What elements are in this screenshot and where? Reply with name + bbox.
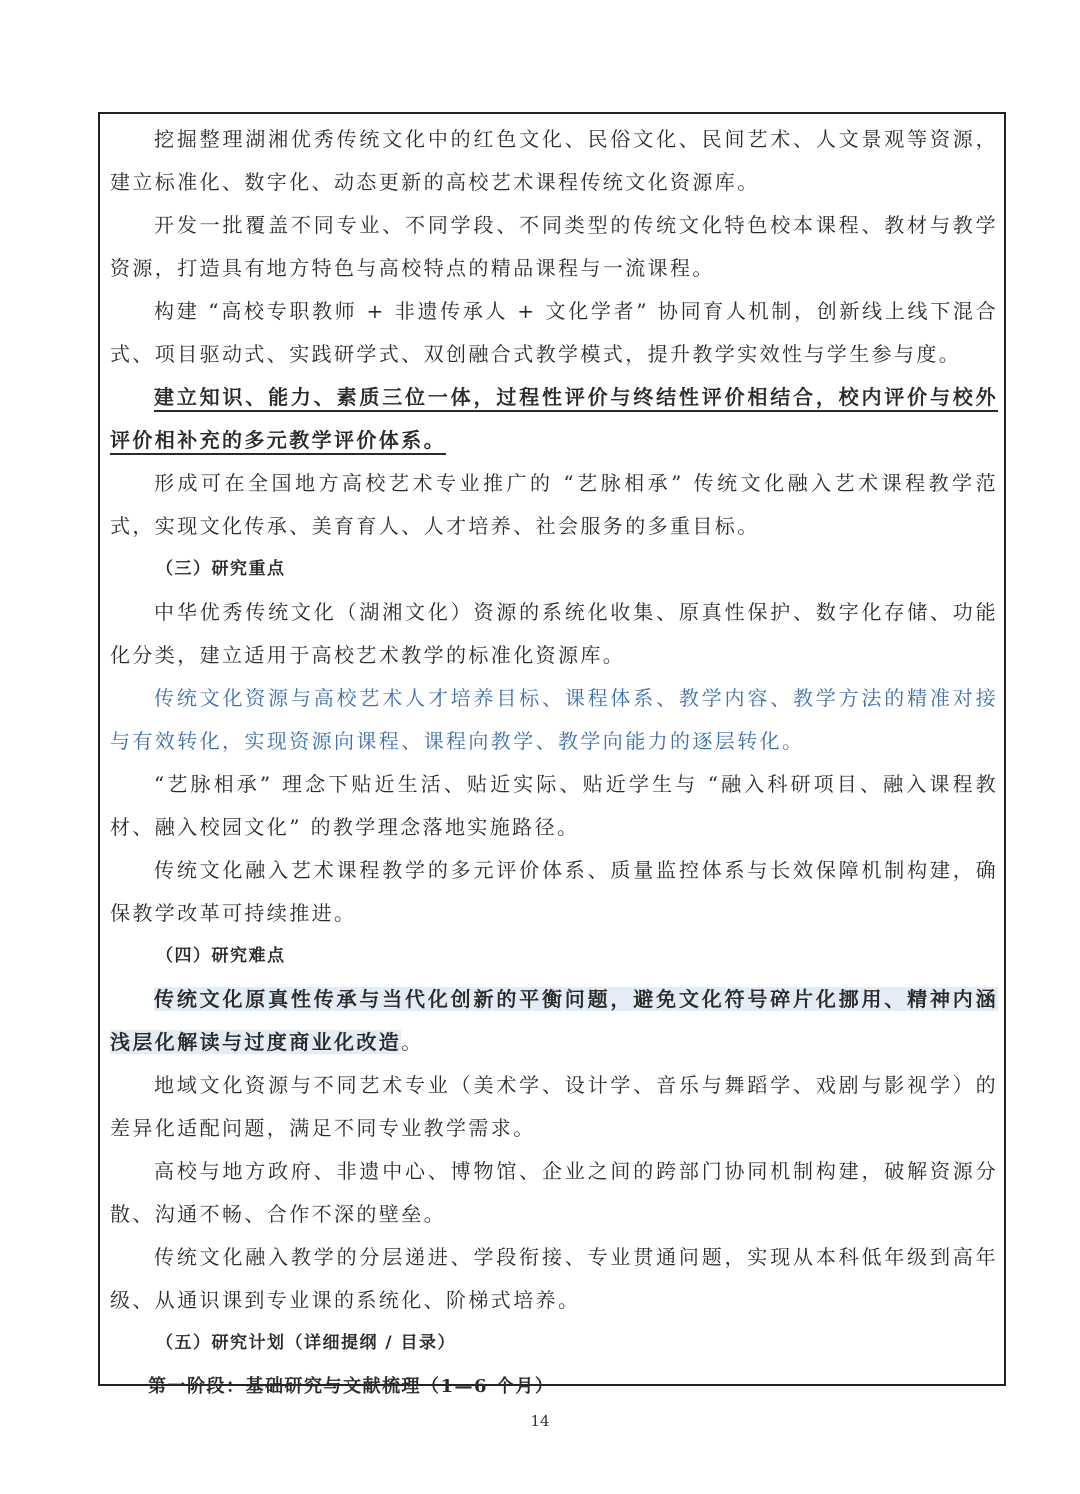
paragraph-resource-library: 挖掘整理湖湘优秀传统文化中的红色文化、民俗文化、民间艺术、人文景观等资源，建立标准化、数字化、动态更新的高校艺术课程传统文化资源库。	[110, 127, 998, 194]
document-body	[110, 118, 998, 1408]
paragraph-teaching-paradigm: 形成可在全国地方高校艺术专业推广的 “艺脉相承” 传统文化融入艺术课程教学范式，实现文化传承、美育育人、人才培养、社会服务的多重目标。	[110, 471, 998, 538]
paragraph-difficulty-adaptation: 地域文化资源与不同艺术专业（美术学、设计学、音乐与舞蹈学、戏剧与影视学）的差异化适配问题，满足不同专业教学需求。	[110, 1073, 998, 1140]
paragraph-course-development: 开发一批覆盖不同专业、不同学段、不同类型的传统文化特色校本课程、教材与教学资源，打造具有地方特色与高校特点的精品课程与一流课程。	[110, 213, 998, 280]
paragraph-focus-transformation: 传统文化资源与高校艺术人才培养目标、课程体系、教学内容、教学方法的精准对接与有效转化，实现资源向课程、课程向教学、教学向能力的逐层转化。	[110, 686, 998, 753]
section-heading-research-difficulties: （四）研究难点	[156, 946, 286, 966]
paragraph-focus-evaluation: 传统文化融入艺术课程教学的多元评价体系、质量监控体系与长效保障机制构建，确保教学改革可持续推进。	[110, 858, 998, 925]
section-heading-research-plan: （五）研究计划（详细提纲 / 目录）	[156, 1333, 457, 1353]
period: 。	[401, 1030, 424, 1054]
document-table-frame	[98, 112, 1006, 1397]
stage-heading-first: 第一阶段：基础研究与文献梳理（1—6 个月）	[148, 1376, 555, 1397]
paragraph-difficulty-collaboration: 高校与地方政府、非遗中心、博物馆、企业之间的跨部门协同机制构建，破解资源分散、沟通不畅、合作不深的壁垒。	[110, 1159, 998, 1226]
paragraph-difficulty-progression: 传统文化融入教学的分层递进、学段衔接、专业贯通问题，实现从本科低年级到高年级、从通识课到专业课的系统化、阶梯式培养。	[110, 1245, 998, 1312]
paragraph-collaborative-mechanism: 构建 “高校专职教师 + 非遗传承人 + 文化学者” 协同育人机制，创新线上线下混合式、项目驱动式、实践研学式、双创融合式教学模式，提升教学实效性与学生参与度。	[110, 299, 998, 366]
paragraph-evaluation-system: 建立知识、能力、素质三位一体，过程性评价与终结性评价相结合，校内评价与校外评价相补充的多元教学评价体系。	[110, 385, 998, 452]
paragraph-focus-implementation: “艺脉相承” 理念下贴近生活、贴近实际、贴近学生与 “融入科研项目、融入课程教材、融入校园文化” 的教学理念落地实施路径。	[110, 772, 998, 839]
paragraph-difficulty-balance	[110, 978, 998, 1064]
highlighted-text-avoid: 避免文化符号碎片化挪用、精神内涵浅层化解读与过度商业化改造	[110, 987, 998, 1054]
page-number: 14	[530, 1412, 550, 1430]
highlighted-text-balance: 传统文化原真性传承与当代化创新的平衡问题，	[154, 987, 634, 1011]
section-heading-research-focus: （三）研究重点	[156, 559, 286, 579]
paragraph-focus-resources: 中华优秀传统文化（湖湘文化）资源的系统化收集、原真性保护、数字化存储、功能化分类，建立适用于高校艺术教学的标准化资源库。	[110, 600, 998, 667]
